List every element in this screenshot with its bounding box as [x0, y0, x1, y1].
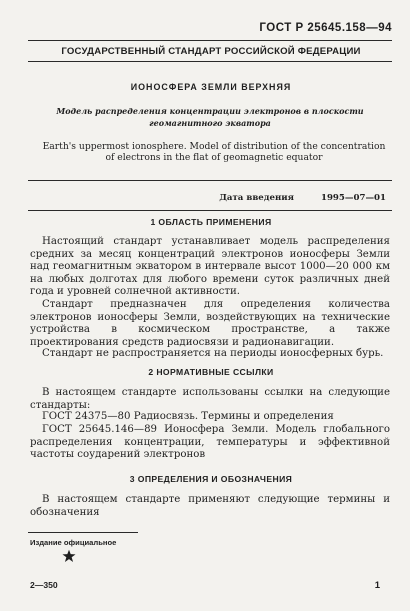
document-subtitle: Модель распределения концентрации электронов в плоскости геомагнитного экватора — [56, 106, 364, 128]
date-rule — [28, 210, 392, 211]
header-rule-top — [28, 40, 392, 41]
section-1-paragraph-2: Стандарт предназначен для определения количества электронов ионосферы Земли, воздействующих на технические устройства в космическом пространстве, а также проектирования средств радиосвязи и радионавигации. — [30, 299, 390, 348]
footnote-rule — [28, 532, 138, 533]
section-1-heading: 1 ОБЛАСТЬ ПРИМЕНЕНИЯ — [150, 217, 272, 227]
gost-number: ГОСТ Р 25645.158—94 — [259, 22, 392, 34]
section-1-paragraph-1: Настоящий стандарт устанавливает модель распределения средних за месяц концентраций электронов ионосферы Земли над геомагнитным экватором в интервале высот 1000—20 000 км на любых долготах для любого времени суток различных дней года и уровней солнечной активности. — [30, 236, 390, 298]
document-title: ИОНОСФЕРА ЗЕМЛИ ВЕРХНЯЯ — [130, 82, 292, 92]
section-2-heading: 2 НОРМАТИВНЫЕ ССЫЛКИ — [148, 367, 274, 377]
star-icon — [62, 549, 76, 563]
intro-date-label: Дата введения — [219, 193, 294, 203]
section-3-heading: 3 ОПРЕДЕЛЕНИЯ И ОБОЗНАЧЕНИЯ — [129, 474, 293, 484]
section-1-paragraph-3: Стандарт не распространяется на периоды ионосферных бурь. — [42, 348, 384, 359]
edition-note: Издание официальное — [30, 538, 117, 547]
document-title-english: Earth's uppermost ionosphere. Model of distribution of the concentration of electrons in the flat of geomagnetic equator — [42, 141, 386, 163]
title-rule — [28, 180, 392, 181]
header-rule-bottom — [28, 61, 392, 62]
normative-reference-2: ГОСТ 25645.146—89 Ионосфера Земли. Модель глобального распределения концентрации, температуры и эффективной частоты соударений электронов — [30, 424, 390, 461]
intro-date-value: 1995—07—01 — [320, 193, 386, 203]
page-number: 1 — [374, 580, 380, 591]
print-code: 2—350 — [30, 580, 58, 590]
normative-reference-1: ГОСТ 24375—80 Радиосвязь. Термины и определения — [42, 411, 334, 422]
intro-date — [219, 193, 386, 203]
state-standard-heading: ГОСУДАРСТВЕННЫЙ СТАНДАРТ РОССИЙСКОЙ ФЕДЕРАЦИИ — [61, 46, 361, 57]
section-2-paragraph-1: В настоящем стандарте использованы ссылки на следующие стандарты: — [30, 387, 390, 411]
section-3-paragraph-1: В настоящем стандарте применяют следующие термины и обозначения — [30, 494, 390, 518]
